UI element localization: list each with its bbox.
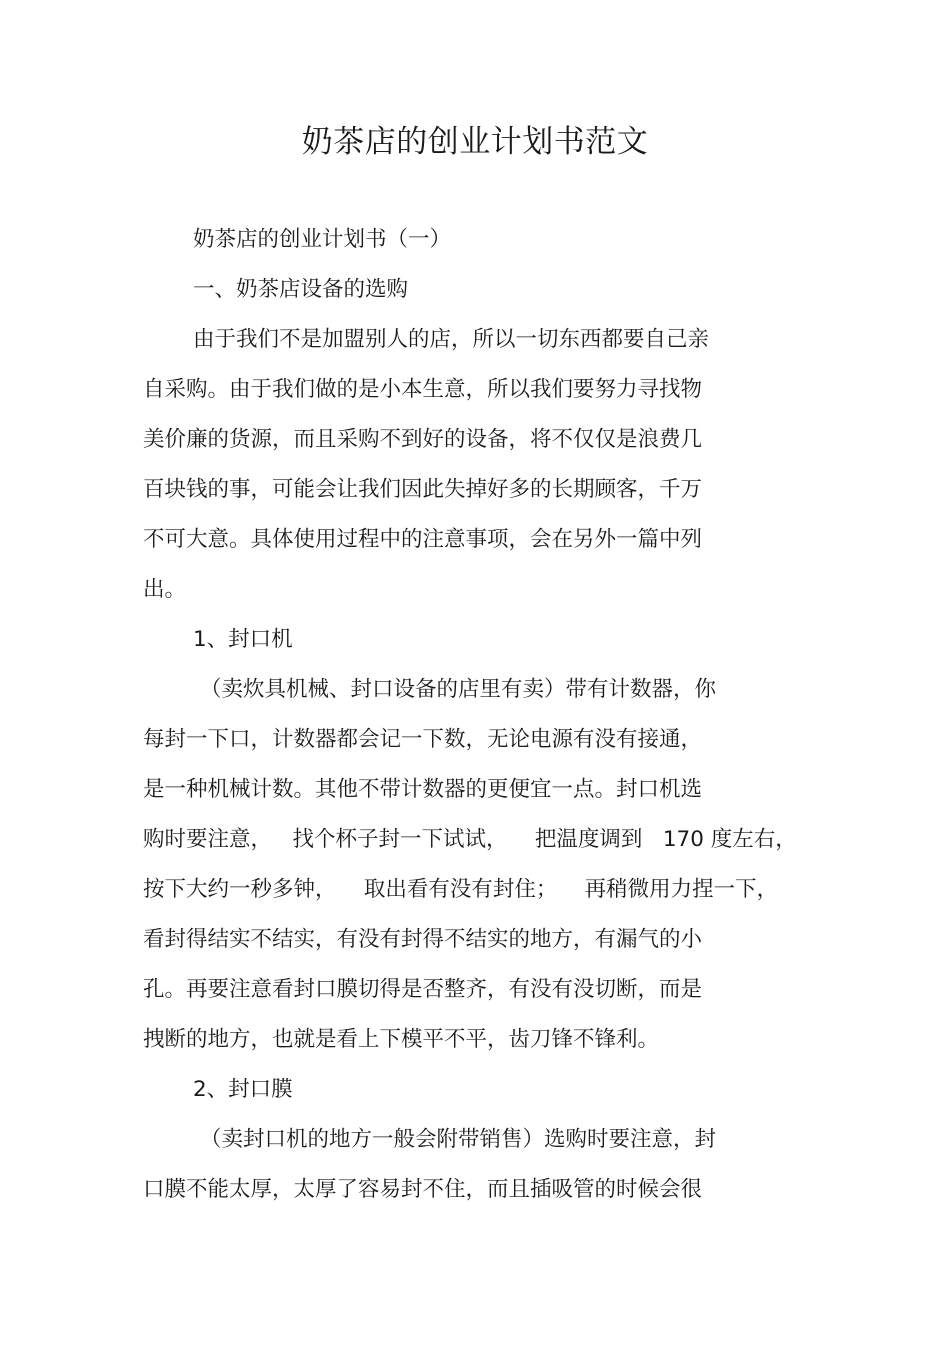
paragraph-line: 自采购。由于我们做的是小本生意，所以我们要努力寻找物 — [143, 377, 703, 402]
paragraph-line: （卖炊具机械、封口设备的店里有卖）带有计数器，你 — [200, 677, 717, 702]
document-title: 奶茶店的创业计划书范文 — [301, 124, 649, 160]
paragraph-line: （卖封口机的地方一般会附带销售）选购时要注意，封 — [200, 1127, 717, 1152]
paragraph-line: 看封得结实不结实，有没有封得不结实的地方，有漏气的小 — [143, 927, 703, 952]
section-heading: 奶茶店的创业计划书（一） — [193, 227, 452, 252]
item-heading: 2、封口膜 — [193, 1077, 293, 1102]
paragraph-line: 按下大约一秒多钟， 取出看有没有封住； 再稍微用力捏一下， — [143, 877, 779, 902]
subsection-heading: 一、奶茶店设备的选购 — [193, 277, 409, 302]
paragraph-line: 购时要注意， 找个杯子封一下试试， 把温度调到 170 度左右， — [143, 827, 797, 852]
paragraph-line: 每封一下口，计数器都会记一下数，无论电源有没有接通， — [143, 727, 703, 752]
paragraph-line: 美价廉的货源，而且采购不到好的设备，将不仅仅是浪费几 — [143, 427, 703, 452]
paragraph-line: 出。 — [143, 577, 187, 602]
paragraph-line: 是一种机械计数。其他不带计数器的更便宜一点。封口机选 — [143, 777, 703, 802]
paragraph-line: 不可大意。具体使用过程中的注意事项，会在另外一篇中列 — [143, 527, 703, 552]
paragraph-line: 拽断的地方，也就是看上下模平不平，齿刀锋不锋利。 — [143, 1027, 660, 1052]
item-heading: 1、封口机 — [193, 627, 293, 652]
paragraph-line: 由于我们不是加盟别人的店，所以一切东西都要自己亲 — [193, 327, 710, 352]
paragraph-line: 孔。再要注意看封口膜切得是否整齐，有没有没切断，而是 — [143, 977, 703, 1002]
paragraph-line: 口膜不能太厚，太厚了容易封不住，而且插吸管的时候会很 — [143, 1177, 703, 1202]
paragraph-line: 百块钱的事，可能会让我们因此失掉好多的长期顾客，千万 — [143, 477, 703, 502]
